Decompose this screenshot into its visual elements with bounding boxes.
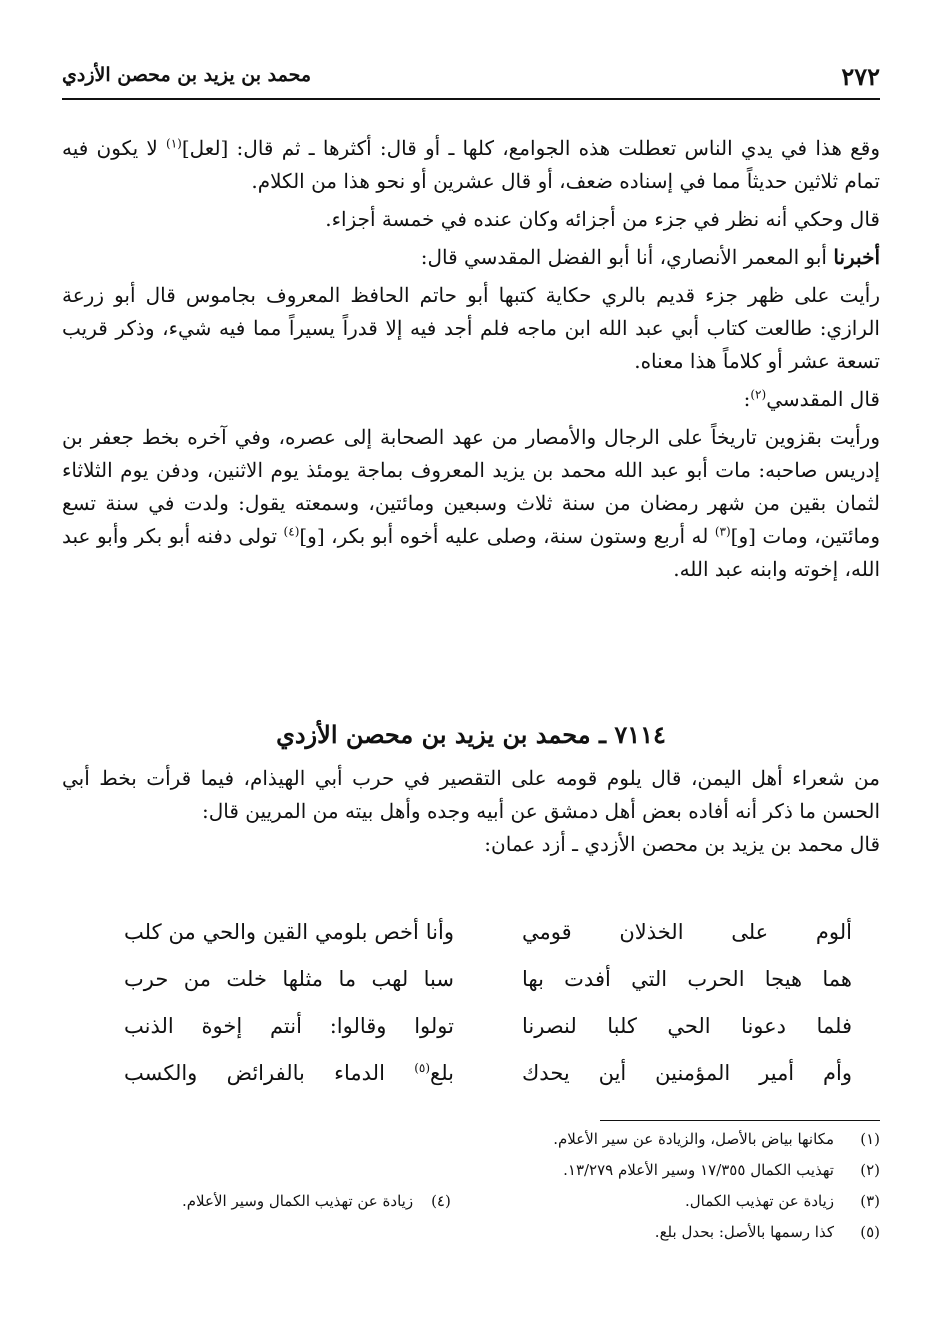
- text-segment: له أربع وستون سنة، وصلى عليه أخوه أبو بكر، [و]: [299, 524, 715, 548]
- poem: [62, 920, 880, 1108]
- entry-title: ٧١١٤ ـ محمد بن يزيد بن محصن الأزدي: [276, 720, 666, 749]
- text-segment: تولى دفنه أبو بكر وأبو عبد الله، إخوته وابنه عبد الله.: [62, 524, 880, 581]
- footnote-4: [182, 1192, 451, 1210]
- poem-verse: [62, 967, 880, 1014]
- verse-first-hemistich: ألوم على الخذلان قومي: [522, 920, 852, 944]
- verse-second-hemistich: تولوا وقالوا: أنتم إخوة الذنب: [124, 1014, 454, 1038]
- footnote-ref-5: (٥): [414, 1061, 431, 1075]
- paragraph-1: [62, 132, 880, 198]
- verse-first-hemistich: هما هيجا الحرب التي أفدت بها: [522, 967, 852, 991]
- text-segment: وقع هذا في يدي الناس تعطلت هذه الجوامع، كلها ـ أو قال: أكثرها ـ ثم قال: [لعل]: [181, 136, 880, 160]
- footnote-ref-3: (٣): [714, 524, 731, 539]
- running-title: محمد بن يزيد بن محصن الأزدي: [62, 64, 312, 86]
- page-number: ٢٧٢: [841, 62, 880, 91]
- paragraph-5: [62, 383, 880, 416]
- footnote-ref-4: (٤): [283, 524, 300, 539]
- poem-verse: [62, 1061, 880, 1108]
- footnotes: [62, 1130, 880, 1254]
- text-segment: الدماء بالفرائض والكسب: [124, 1061, 415, 1085]
- footnote-2: [62, 1161, 880, 1192]
- footnote-number: (٢): [860, 1161, 880, 1179]
- paragraph-3: [62, 241, 880, 274]
- footnote-number: (٥): [860, 1223, 880, 1241]
- page-header: [62, 58, 880, 100]
- footnote-text: تهذيب الكمال ١٧/٣٥٥ وسير الأعلام ١٣/٢٧٩.: [563, 1161, 834, 1179]
- paragraph-2: قال وحكي أنه نظر في جزء من أجزائه وكان عنده في خمسة أجزاء.: [325, 207, 880, 231]
- verse-second-hemistich: وأنا أخص بلومي القين والحي من كلب: [124, 920, 454, 944]
- footnote-text: مكانها بياض بالأصل، والزيادة عن سير الأعلام.: [553, 1130, 834, 1148]
- poem-verse: [62, 1014, 880, 1061]
- text-segment: بلع: [430, 1061, 454, 1085]
- verse-first-hemistich: وأم أمير المؤمنين أين يحدك: [522, 1061, 852, 1085]
- footnote-ref-2: (٢): [750, 387, 767, 402]
- verse-first-hemistich: فلما دعونا الحي كلبا لنصرنا: [522, 1014, 852, 1038]
- footnote-divider: [600, 1120, 880, 1121]
- text-segment: لا يكون فيه تمام ثلاثين حديثاً مما في إسناده ضعف، أو قال عشرين أو نحو هذا من الكلام.: [62, 136, 880, 193]
- akhbarana-keyword: أخبرنا: [833, 245, 880, 269]
- footnote-1: [62, 1130, 880, 1161]
- footnote-number: (١): [860, 1130, 880, 1148]
- verse-second-hemistich: سبا لهب ما مثلها خلت من حرب: [124, 967, 454, 991]
- text-segment: ورأيت بقزوين تاريخاً على الرجال والأمصار من عهد الصحابة إلى عصره، وفي آخره بخط جعفر بن إدريس صاحبه: مات أبو عبد الله محمد بن يزيد المعروف بماجة يومئذ يوم الاثنين، ودفن يوم الثلاثاء لثمان بقين من شهر رمضان من سنة ثلاث وسبعين ومائتين، وسمعته يقول: ولدت في سنة تسع ومائتين، ومات [و]: [62, 425, 880, 548]
- footnote-ref-1: (١): [166, 136, 182, 151]
- footnote-text: زيادة عن تهذيب الكمال.: [685, 1192, 834, 1210]
- verse-second-hemistich: [124, 1061, 454, 1085]
- poem-verse: [62, 920, 880, 967]
- footnote-5: [62, 1223, 880, 1254]
- footnote-text: زيادة عن تهذيب الكمال وسير الأعلام.: [182, 1192, 414, 1210]
- text-segment: قال المقدسي: [766, 387, 880, 411]
- text-segment: :: [743, 387, 751, 411]
- entry-paragraph: من شعراء أهل اليمن، قال يلوم قومه على التقصير في حرب أبي الهيذام، فيما قرأت بخط أبي الحسن ما ذكر أنه أفاده بعض أهل دمشق عن أبيه وجده وأهل بيته من المريين قال:: [62, 766, 880, 823]
- main-text: [62, 132, 880, 591]
- paragraph-6: [62, 421, 880, 586]
- paragraph-4: رأيت على ظهر جزء قديم بالري حكاية كتبها أبو حاتم الحافظ المعروف بجاموس قال أبو زرعة الرازي: طالعت كتاب أبي عبد الله ابن ماجه فلم أجد فيه إلا قدراً يسيراً مما فيه شيء، وذكر قريب تسعة عشر أو كلاماً هذا معناه.: [62, 283, 880, 373]
- entry-text: [62, 762, 880, 861]
- footnote-number: (٣): [860, 1192, 880, 1210]
- entry-intro: قال محمد بن يزيد بن محصن الأزدي ـ أزد عمان:: [484, 832, 880, 856]
- footnote-text: كذا رسمها بالأصل: بحدل بلع.: [654, 1223, 834, 1241]
- footnote-number: (٤): [431, 1192, 451, 1210]
- text-segment: أبو المعمر الأنصاري، أنا أبو الفضل المقدسي قال:: [420, 245, 834, 269]
- footnote-3-and-4: [62, 1192, 880, 1223]
